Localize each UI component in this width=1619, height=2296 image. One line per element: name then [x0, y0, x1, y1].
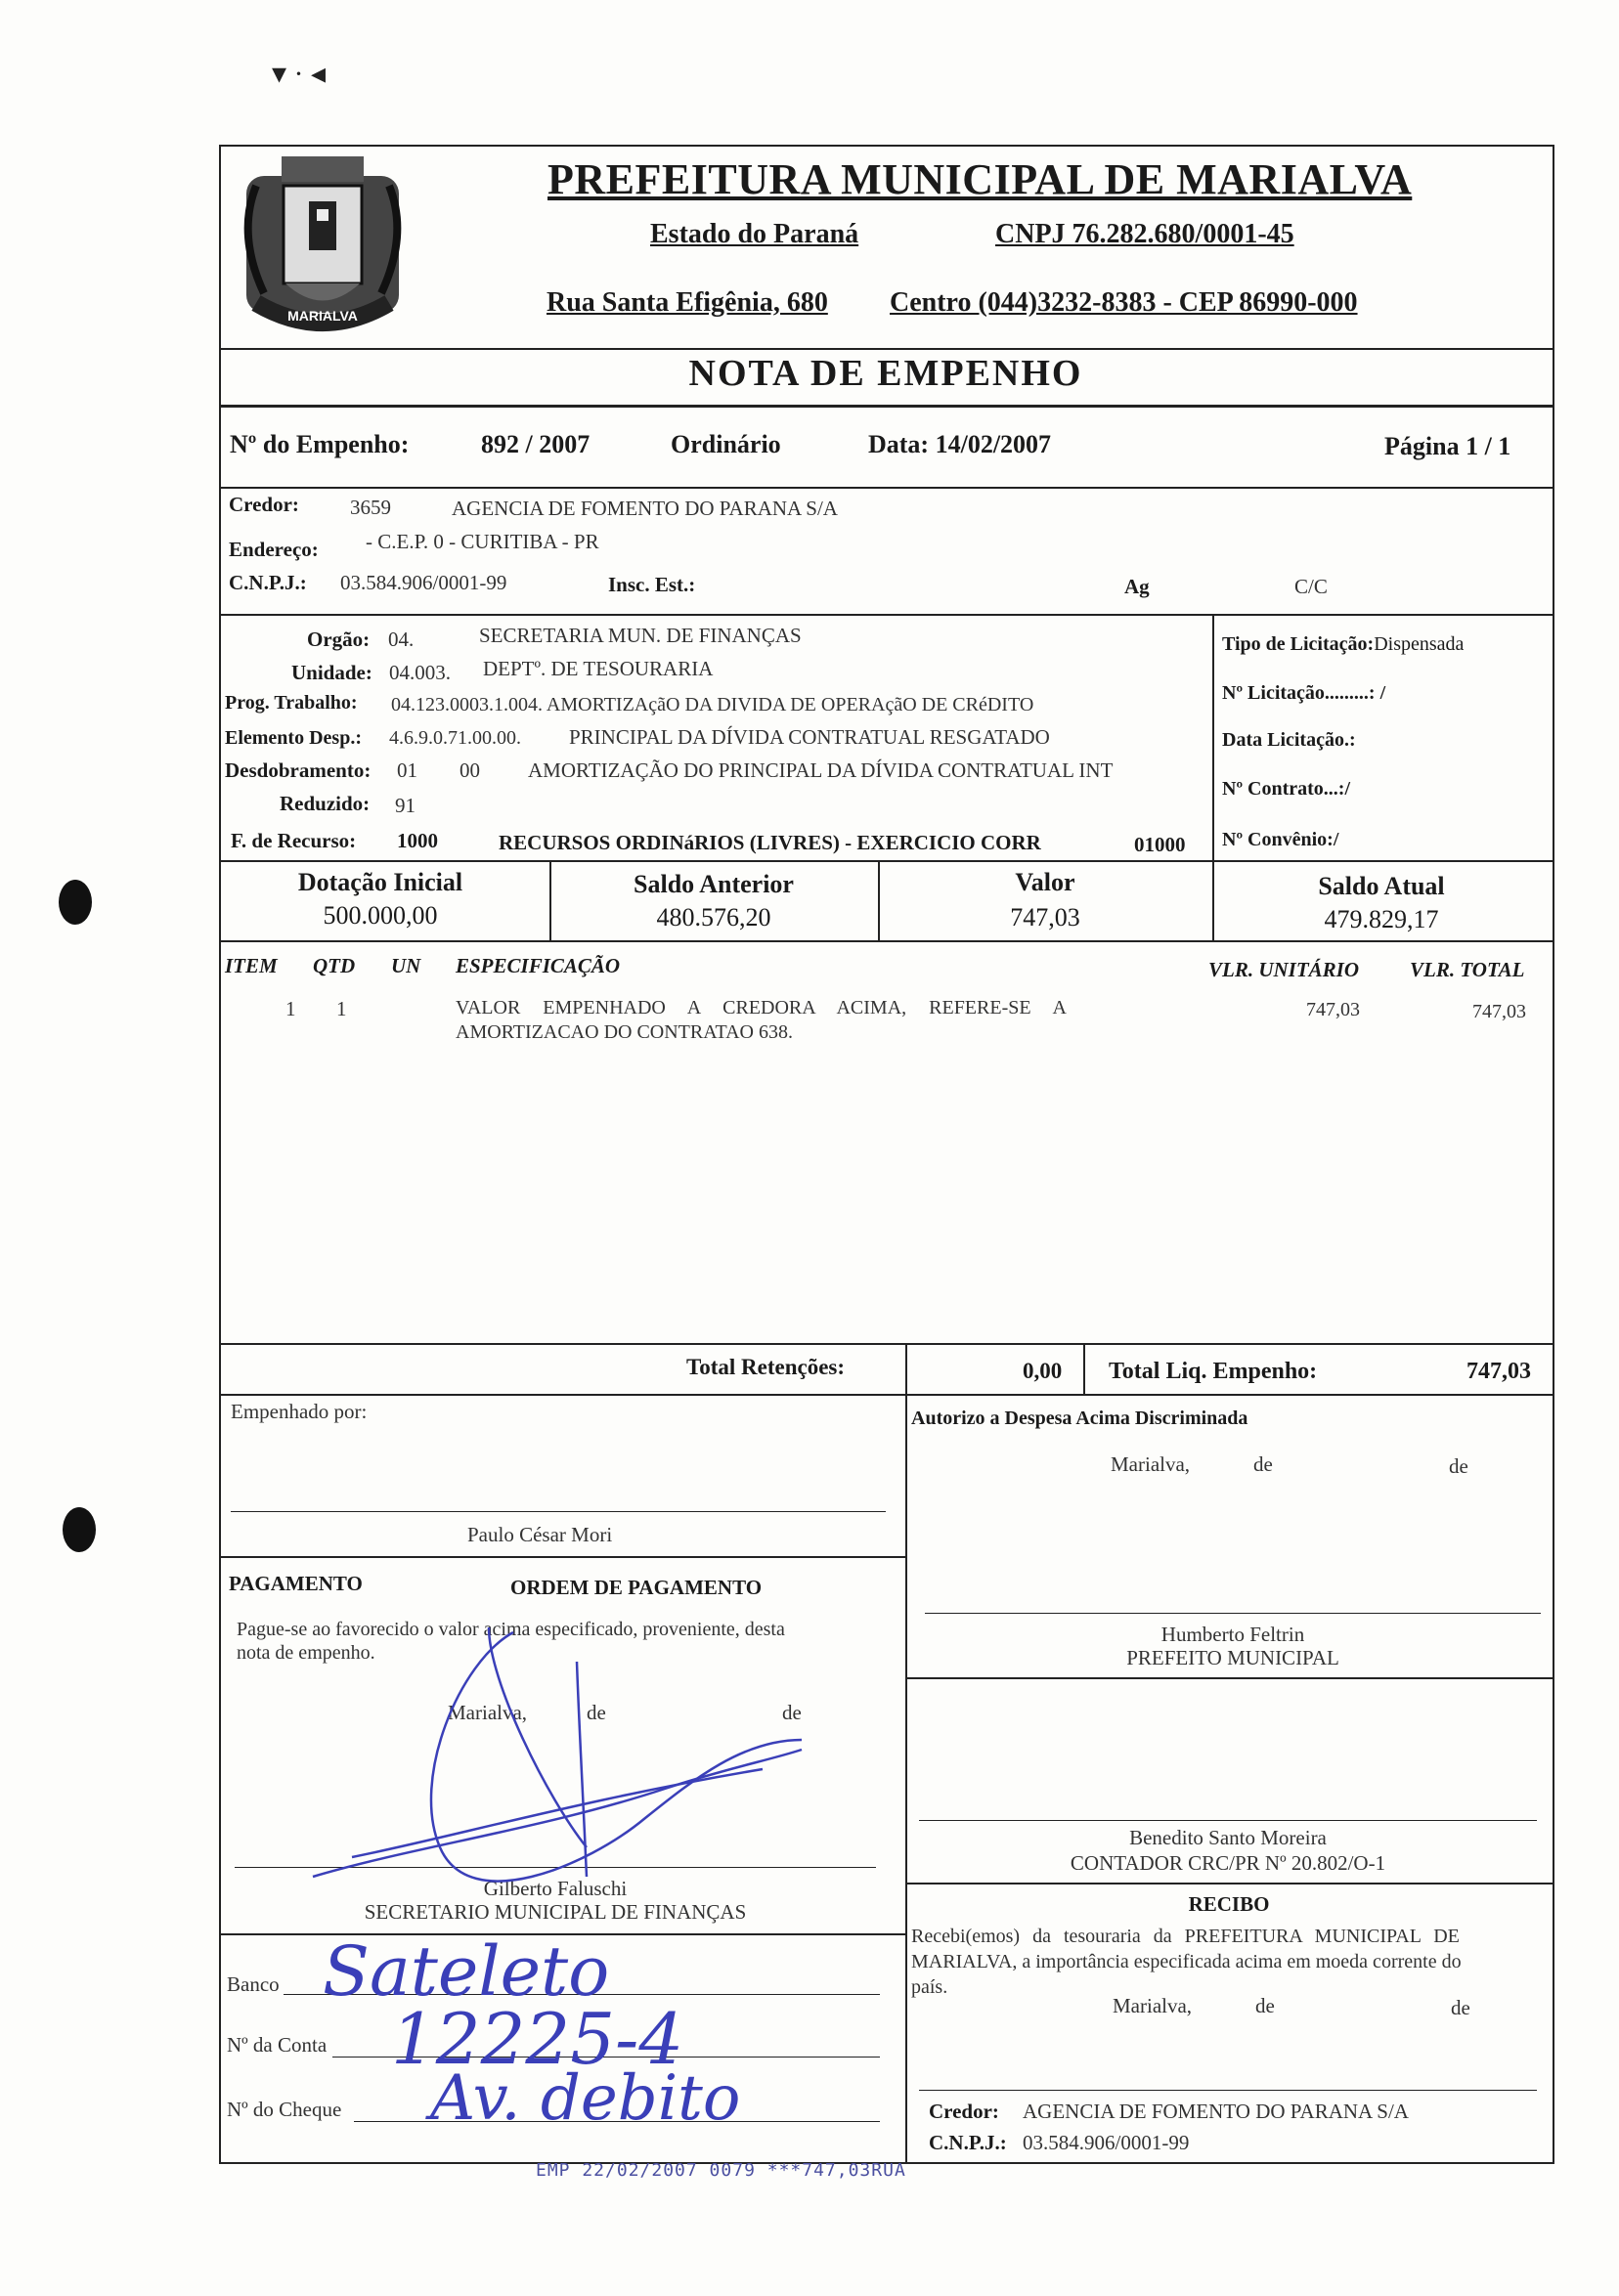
- cheque-handwritten: Av. debito: [430, 2062, 741, 2135]
- table-row-spec-line2: AMORTIZACAO DO CONTRATAO 638.: [456, 1021, 793, 1043]
- empenho-number: 892 / 2007: [481, 430, 591, 458]
- recibo-texto-line3: país.: [911, 1976, 948, 1998]
- recibo-de2: de: [1451, 1996, 1470, 2019]
- cnpj-label: CNPJ 76.282.680/0001-45: [995, 219, 1294, 249]
- recibo-label: RECIBO: [1188, 1892, 1270, 1916]
- estado-label: Estado do Paraná: [650, 219, 859, 249]
- signature-secretario: [293, 1623, 821, 1935]
- autorizo-de2: de: [1449, 1454, 1468, 1478]
- prog-trabalho-value: 04.123.0003.1.004. AMORTIZAçãO DA DIVIDA DE OPERAçãO DE CRéDITO: [391, 694, 1034, 715]
- banco-label: Banco: [227, 1972, 280, 1996]
- elemento-value: PRINCIPAL DA DÍVIDA CONTRATUAL RESGATADO: [569, 725, 1050, 749]
- dotacao-inicial-label: Dotação Inicial: [297, 868, 463, 896]
- pagamento-de2: de: [782, 1701, 802, 1724]
- total-liq-label: Total Liq. Empenho:: [1109, 1359, 1318, 1384]
- doc-title: NOTA DE EMPENHO: [688, 353, 1083, 394]
- pagamento-de1: de: [587, 1701, 606, 1724]
- desdobramento-value: AMORTIZAÇÃO DO PRINCIPAL DA DÍVIDA CONTRATUAL INT: [528, 758, 1114, 782]
- cheque-label: Nº do Cheque: [227, 2098, 342, 2121]
- credor-code: 3659: [350, 496, 391, 519]
- unidade-label: Unidade:: [291, 661, 372, 684]
- pagamento-local: Marialva,: [448, 1701, 528, 1724]
- desdobramento-code1: 01: [397, 758, 417, 782]
- processing-stamp: EMP 22/02/2007 0079 ***747,03RUA: [536, 2160, 906, 2181]
- dotacao-inicial-value: 500.000,00: [323, 901, 438, 930]
- recurso-code2: 01000: [1134, 833, 1186, 856]
- valor-value: 747,03: [1010, 903, 1080, 931]
- table-row-spec-line1: VALOR EMPENHADO A CREDORA ACIMA, REFERE-SE A: [456, 997, 1067, 1018]
- recibo-local: Marialva,: [1113, 1994, 1193, 2017]
- orgao-value: SECRETARIA MUN. DE FINANÇAS: [479, 624, 802, 647]
- total-liq-value: 747,03: [1466, 1359, 1531, 1384]
- recibo-texto-line2: MARIALVA, a importância especificada acima em moeda corrente do: [911, 1951, 1462, 1972]
- recurso-value: RECURSOS ORDINáRIOS (LIVRES) - EXERCICIO CORR: [499, 831, 1041, 854]
- banco-handwritten: Sateleto: [323, 1931, 610, 2012]
- empenho-type: Ordinário: [671, 430, 781, 458]
- cnpj-credor-label: C.N.P.J.:: [229, 571, 307, 594]
- autorizo-local: Marialva,: [1111, 1452, 1191, 1476]
- contrato-number: Nº Contrato...:/: [1222, 778, 1351, 800]
- cc-label: C/C: [1294, 575, 1328, 598]
- licitacao-number: Nº Licitação.........: /: [1222, 682, 1386, 704]
- pagamento-texto-line1: Pague-se ao favorecido o valor acima especificado, proveniente, desta: [237, 1619, 785, 1640]
- desdobramento-code2: 00: [459, 758, 480, 782]
- orgao-label: Orgão:: [307, 628, 371, 651]
- col-header-especificacao: ESPECIFICAÇÃO: [456, 954, 621, 977]
- contador-nome: Benedito Santo Moreira: [1129, 1826, 1327, 1849]
- insc-label: Insc. Est.:: [608, 573, 696, 596]
- autorizo-de1: de: [1253, 1452, 1273, 1476]
- saldo-anterior-value: 480.576,20: [656, 903, 771, 931]
- punch-hole-top: [59, 880, 92, 925]
- crest-text: MARIALVA: [287, 308, 358, 324]
- prefeito-cargo: PREFEITO MUNICIPAL: [1126, 1646, 1339, 1669]
- ag-label: Ag: [1124, 575, 1150, 598]
- licitacao-date: Data Licitação.:: [1222, 729, 1356, 751]
- secretario-nome: Gilberto Faluschi: [483, 1877, 628, 1900]
- reduzido-label: Reduzido:: [280, 792, 371, 815]
- pagamento-label: PAGAMENTO: [229, 1572, 363, 1595]
- col-header-un: UN: [391, 954, 421, 977]
- desdobramento-label: Desdobramento:: [225, 758, 372, 782]
- page-number: Página 1 / 1: [1384, 432, 1511, 460]
- pagamento-texto-line2: nota de empenho.: [237, 1642, 375, 1664]
- col-header-qtd: QTD: [313, 954, 356, 977]
- unidade-code: 04.003.: [389, 661, 451, 684]
- credor-label: Credor:: [229, 493, 299, 516]
- orgao-code: 04.: [388, 628, 415, 651]
- saldo-anterior-label: Saldo Anterior: [634, 870, 794, 898]
- recibo-cnpj-value: 03.584.906/0001-99: [1023, 2131, 1190, 2154]
- total-retencoes-label: Total Retenções:: [686, 1355, 846, 1379]
- contact-label: Centro (044)3232-8383 - CEP 86990-000: [890, 287, 1358, 318]
- prefeito-nome: Humberto Feltrin: [1160, 1623, 1305, 1646]
- tipo-licitacao-label: Tipo de Licitação:Dispensada: [1222, 633, 1465, 655]
- col-header-vlr-unitario: VLR. UNITÁRIO: [1208, 958, 1360, 981]
- table-row-unit: 747,03: [1306, 999, 1360, 1020]
- table-row-item: 1: [285, 997, 296, 1020]
- recurso-label: F. de Recurso:: [231, 829, 357, 852]
- contador-cargo: CONTADOR CRC/PR Nº 20.802/O-1: [1070, 1851, 1386, 1875]
- ordem-pagamento-label: ORDEM DE PAGAMENTO: [510, 1576, 763, 1599]
- total-retencoes-value: 0,00: [1023, 1359, 1063, 1383]
- cnpj-credor-value: 03.584.906/0001-99: [340, 571, 507, 594]
- endereco-value: - C.E.P. 0 - CURITIBA - PR: [366, 530, 599, 553]
- saldo-atual-label: Saldo Atual: [1318, 872, 1445, 900]
- col-header-item: ITEM: [225, 954, 278, 977]
- empenho-date: Data: 14/02/2007: [868, 430, 1052, 458]
- recibo-credor-value: AGENCIA DE FOMENTO DO PARANA S/A: [1023, 2100, 1409, 2123]
- table-row-qtd: 1: [336, 997, 347, 1020]
- recibo-cnpj-label: C.N.P.J.:: [929, 2131, 1007, 2154]
- empenhado-label: Empenhado por:: [231, 1400, 368, 1423]
- reduzido-value: 91: [395, 794, 416, 817]
- prog-trabalho-label: Prog. Trabalho:: [225, 692, 358, 714]
- elemento-label: Elemento Desp.:: [225, 727, 362, 749]
- autorizo-label: Autorizo a Despesa Acima Discriminada: [911, 1408, 1248, 1429]
- unidade-value: DEPTº. DE TESOURARIA: [483, 657, 714, 680]
- credor-name: AGENCIA DE FOMENTO DO PARANA S/A: [452, 497, 838, 520]
- conta-label: Nº da Conta: [227, 2033, 328, 2057]
- empenhado-nome: Paulo César Mori: [467, 1523, 613, 1546]
- punch-hole-bottom: [63, 1507, 96, 1552]
- convenio-number: Nº Convênio:/: [1222, 829, 1339, 850]
- recibo-de1: de: [1255, 1994, 1275, 2017]
- valor-label: Valor: [1015, 868, 1075, 896]
- col-header-vlr-total: VLR. TOTAL: [1410, 958, 1525, 981]
- page-title: PREFEITURA MUNICIPAL DE MARIALVA: [547, 155, 1413, 203]
- municipal-crest-icon: [227, 147, 418, 338]
- scan-mark: ▾ · ◂: [272, 58, 327, 90]
- endereco-label: Endereço:: [229, 538, 319, 561]
- table-row-total: 747,03: [1472, 1001, 1526, 1022]
- saldo-atual-value: 479.829,17: [1324, 905, 1439, 933]
- secretario-cargo: SECRETARIO MUNICIPAL DE FINANÇAS: [364, 1900, 747, 1924]
- empenho-number-label: Nº do Empenho:: [230, 430, 410, 458]
- recibo-texto-line1: Recebi(emos) da tesouraria da PREFEITURA MUNICIPAL DE: [911, 1926, 1460, 1947]
- recurso-code: 1000: [397, 829, 438, 852]
- address-label: Rua Santa Efigênia, 680: [547, 287, 828, 318]
- conta-handwritten: 12225-4: [391, 1998, 684, 2080]
- recibo-credor-label: Credor:: [929, 2100, 999, 2123]
- elemento-code: 4.6.9.0.71.00.00.: [389, 727, 521, 749]
- tipo-licitacao-value: Dispensada: [1374, 633, 1465, 655]
